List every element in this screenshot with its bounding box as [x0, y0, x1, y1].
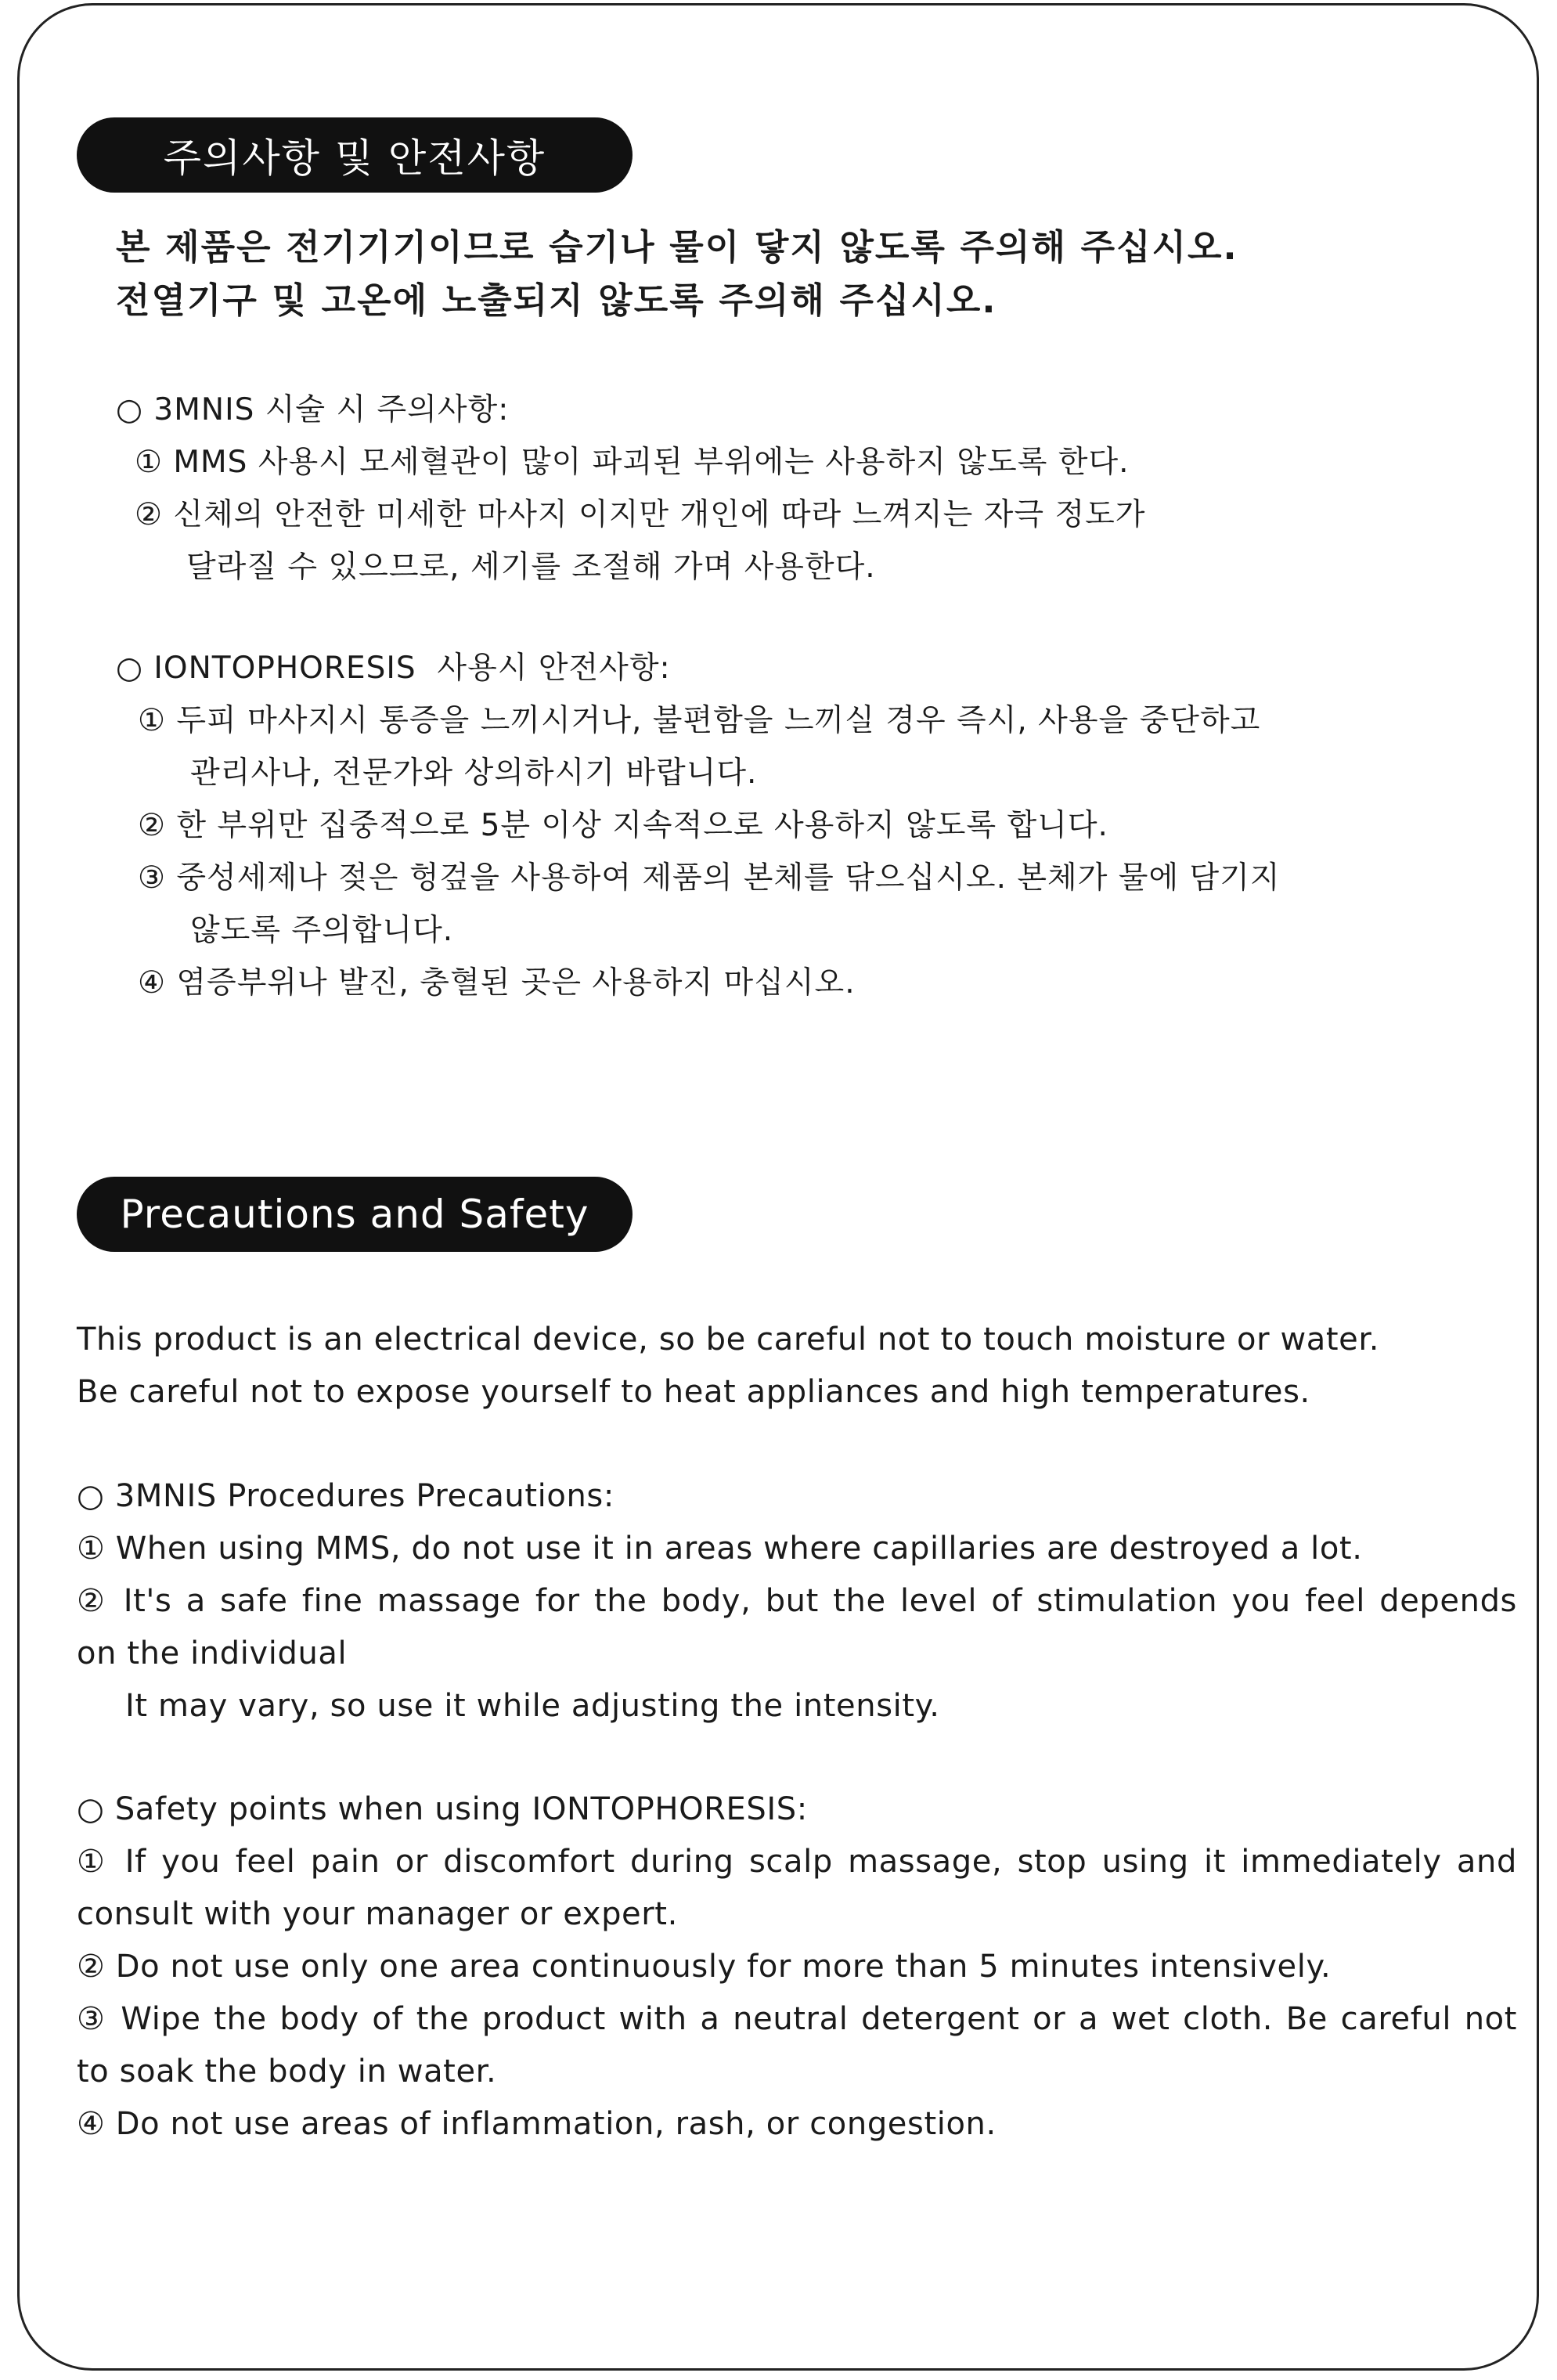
- korean-ionto-item-1-line-2: 관리사나, 전문가와 상의하시기 바랍니다.: [190, 755, 758, 791]
- english-mnis-item-2-line-3: It may vary, so use it while adjusting the intensity.: [125, 1688, 940, 1724]
- korean-intro-line-2: 전열기구 및 고온에 노출되지 않도록 주의해 주십시오.: [116, 279, 997, 321]
- english-heading-text: Precautions and Safety: [120, 1192, 589, 1237]
- english-mnis-precautions: [77, 1470, 1517, 1733]
- korean-ionto-item-2: ② 한 부위만 집중적으로 5분 이상 지속적으로 사용하지 않도록 합니다.: [138, 808, 1108, 843]
- english-intro-line-1: This product is an electrical device, so be careful not to touch moisture or water.: [77, 1322, 1380, 1358]
- korean-intro-line-1: 본 제품은 전기기기이므로 습기나 물이 닿지 않도록 주의해 주십시오.: [116, 226, 1238, 268]
- korean-iontophoresis-safety: [116, 642, 1494, 1009]
- english-ionto-item-4: ④ Do not use areas of inflammation, rash, or congestion.: [77, 2106, 997, 2142]
- english-intro-line-2: Be careful not to expose yourself to heat appliances and high temperatures.: [77, 1374, 1310, 1410]
- english-ionto-item-3-line-2: to soak the body in water.: [77, 2054, 497, 2090]
- korean-mnis-precautions: [116, 384, 1494, 593]
- korean-intro: [116, 221, 1462, 327]
- english-ionto-item-1-line-2: consult with your manager or expert.: [77, 1896, 678, 1932]
- korean-mnis-item-2-line-1: ② 신체의 안전한 미세한 마사지 이지만 개인에 따라 느껴지는 자극 정도가: [135, 497, 1146, 532]
- korean-ionto-item-4: ④ 염증부위나 발진, 충혈된 곳은 사용하지 마십시오.: [138, 965, 856, 1001]
- korean-section-heading: [77, 117, 633, 193]
- english-iontophoresis-safety: [77, 1783, 1517, 2151]
- english-ionto-item-2: ② Do not use only one area continuously for more than 5 minutes intensively.: [77, 1949, 1332, 1985]
- english-mnis-item-2-line-1: ② It's a safe fine massage for the body, but the level of stimulation you feel depends: [77, 1583, 1517, 1619]
- english-ionto-item-1-line-1: ① If you feel pain or discomfort during scalp massage, stop using it immediately and: [77, 1844, 1517, 1880]
- korean-ionto-item-1-line-1: ① 두피 마사지시 통증을 느끼시거나, 불편함을 느끼실 경우 즉시, 사용을 중단하고: [138, 703, 1261, 738]
- english-intro: [77, 1314, 1517, 1419]
- korean-mnis-title: ○ 3MNIS 시술 시 주의사항:: [116, 392, 510, 427]
- english-mnis-title: ○ 3MNIS Procedures Precautions:: [77, 1478, 615, 1514]
- korean-ionto-item-3-line-2: 않도록 주의합니다.: [190, 913, 454, 948]
- english-mnis-item-1: ① When using MMS, do not use it in areas where capillaries are destroyed a lot.: [77, 1531, 1363, 1567]
- korean-ionto-item-3-line-1: ③ 중성세제나 젖은 헝겊을 사용하여 제품의 본체를 닦으십시오. 본체가 물에 담기지: [138, 860, 1281, 896]
- english-section-heading: [77, 1177, 633, 1252]
- english-mnis-item-2-line-2: on the individual: [77, 1635, 348, 1671]
- english-ionto-title: ○ Safety points when using IONTOPHORESIS:: [77, 1791, 808, 1827]
- korean-mnis-item-1: ① MMS 사용시 모세혈관이 많이 파괴된 부위에는 사용하지 않도록 한다.: [135, 445, 1130, 480]
- english-ionto-item-3-line-1: ③ Wipe the body of the product with a neutral detergent or a wet cloth. Be careful not: [77, 2001, 1517, 2037]
- korean-heading-text: 주의사항 및 안전사항: [163, 135, 546, 181]
- korean-mnis-item-2-line-2: 달라질 수 있으므로, 세기를 조절해 가며 사용한다.: [186, 550, 876, 585]
- korean-ionto-title: ○ IONTOPHORESIS 사용시 안전사항:: [116, 651, 671, 686]
